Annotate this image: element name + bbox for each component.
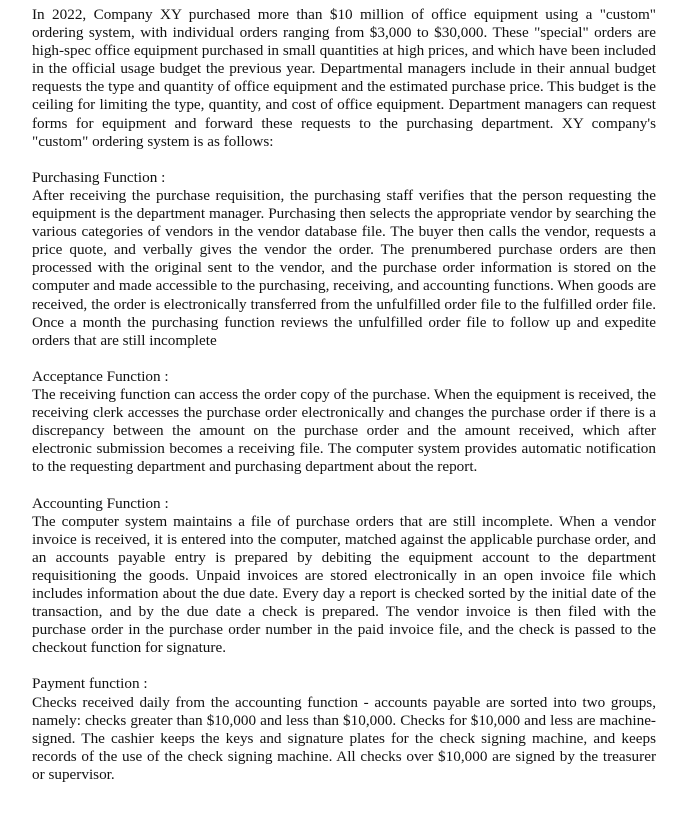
section-heading: Acceptance Function : [32, 367, 169, 385]
section-heading: Payment function : [32, 675, 148, 693]
section-body: Checks received daily from the accounting function - accounts payable are sorted into two groups, namely: checks greater than $10,000 and less than $10,000. Checks for $10,000 and less are machine-signed. The cashier keeps the keys and signature plates for the check signing machine, and keeps records of the use of the check signing machine. All checks over $10,000 are signed by the treasurer or supervisor. [32, 693, 656, 783]
document-body [32, 6, 656, 784]
section-body: After receiving the purchase requisition, the purchasing staff verifies that the person requesting the equipment is the department manager. Purchasing then selects the appropriate vendor by searching the various categories of vendors in the vendor database file. The buyer then calls the vendor, requests a price quote, and verbally gives the vendor the order. The prenumbered purchase orders are then processed with the original sent to the vendor, and the purchase order information is stored on the computer and made accessible to the purchasing, receiving, and accounting functions. When goods are received, the order is electronically transferred from the unfulfilled order file to the fulfilled order file. Once a month the purchasing function reviews the unfulfilled order file to follow up and expedite orders that are still incomplete [32, 186, 656, 349]
section-body: The receiving function can access the order copy of the purchase. When the equipment is received, the receiving clerk accesses the purchase order electronically and changes the purchase order if there is a discrepancy between the amount on the purchase order and the amount received, which after electronic submission becomes a receiving file. The computer system provides automatic notification to the requesting department and purchasing department about the report. [32, 385, 656, 476]
section-heading: Purchasing Function : [32, 168, 166, 186]
accounting-function-section [32, 495, 656, 658]
intro-paragraph: In 2022, Company XY purchased more than $10 million of office equipment using a "custom" ordering system, with individual orders ranging from $3,000 to $30,000. These "special" orders are high-spec office equipment purchased in small quantities at high prices, and which have been included in the official usage budget the previous year. Departmental managers include in their annual budget requests the type and quantity of office equipment and the estimated purchase price. This budget is the ceiling for limiting the type, quantity, and cost of office equipment. Department managers can request forms for equipment and forward these requests to the purchasing department. XY company's "custom" ordering system is as follows: [32, 6, 656, 150]
purchasing-function-section [32, 169, 656, 350]
payment-function-section [32, 675, 656, 784]
section-body: The computer system maintains a file of purchase orders that are still incomplete. When a vendor invoice is received, it is entered into the computer, matched against the applicable purchase order, and an accounts payable entry is prepared by debiting the equipment account to the department requisitioning the goods. Unpaid invoices are stored electronically in an open invoice file which includes information about the due date. Every day a report is checked sorted by the initial date of the transaction, and by the due date a check is prepared. The vendor invoice is then filed with the purchase order in the purchase order number in the paid invoice file, and the check is passed to the checkout function for signature. [32, 512, 656, 657]
section-heading: Accounting Function : [32, 494, 169, 512]
acceptance-function-section [32, 368, 656, 477]
